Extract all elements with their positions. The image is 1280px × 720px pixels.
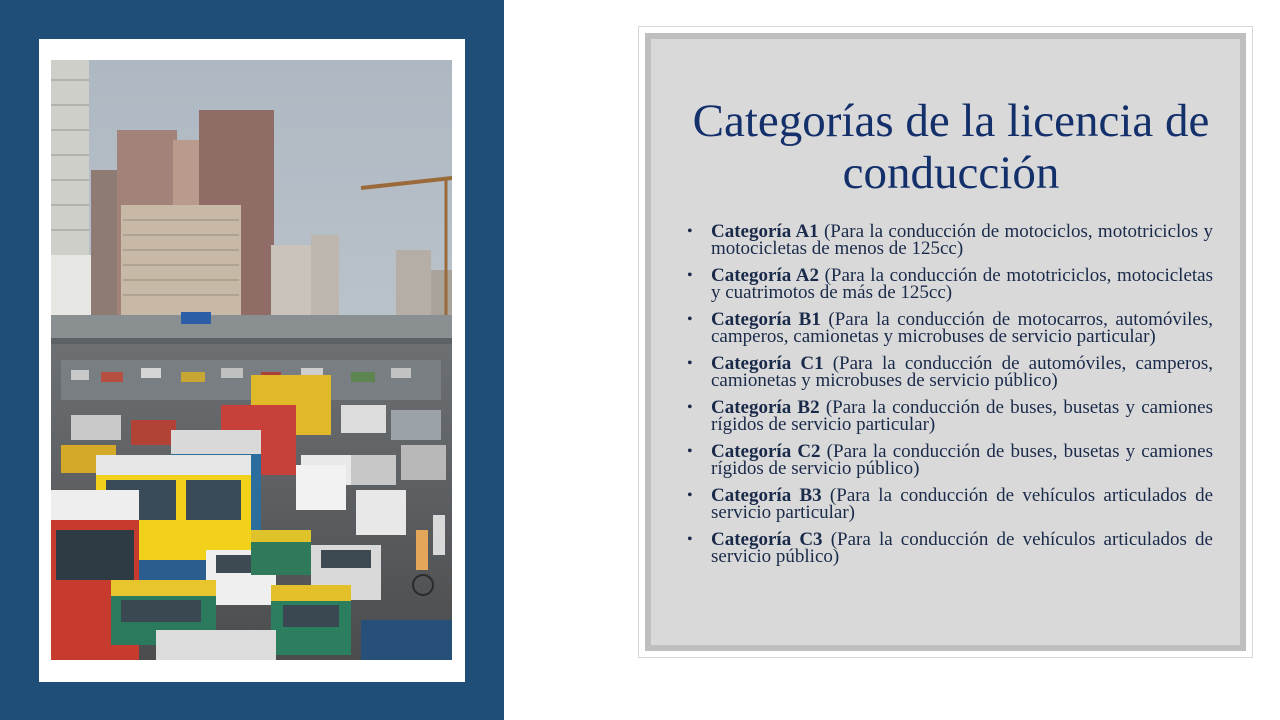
traffic-jam-image [51,60,452,660]
list-item [687,487,1213,521]
category-description: (Para la conducción de buses, busetas y camiones rígidos de servicio particular) [711,397,1213,435]
bullet-icon: • [687,355,693,372]
bullet-icon: • [687,399,693,416]
category-description: (Para la conducción de buses, busetas y camiones rígidos de servicio público) [711,441,1213,479]
bullet-icon: • [687,311,693,328]
category-label: Categoría B1 [711,309,821,330]
slide-title: Categorías de la licencia de conducción [692,95,1210,199]
category-label: Categoría A2 [711,265,819,286]
traffic-photo [51,60,452,660]
category-label: Categoría C3 [711,529,823,550]
content-card [638,26,1253,658]
category-list [687,223,1213,575]
card-body [651,39,1240,645]
list-item [687,399,1213,433]
bullet-icon: • [687,267,693,284]
category-label: Categoría B3 [711,485,822,506]
category-label: Categoría A1 [711,221,819,242]
left-decorative-panel [0,0,504,720]
list-item [687,531,1213,565]
category-label: Categoría B2 [711,397,820,418]
category-description: (Para la conducción de mototriciclos, motocicletas y cuatrimotos de más de 125cc) [711,265,1213,303]
category-description: (Para la conducción de motocarros, automóviles, camperos, camionetas y microbuses de servicio particular) [711,309,1213,347]
list-item [687,267,1213,301]
bullet-icon: • [687,443,693,460]
bullet-icon: • [687,531,693,548]
bullet-icon: • [687,223,693,240]
photo-frame [39,39,465,682]
card-border [645,33,1246,651]
category-description: (Para la conducción de motociclos, mototriciclos y motocicletas de menos de 125cc) [711,221,1213,259]
category-description: (Para la conducción de vehículos articulados de servicio particular) [711,485,1214,523]
category-description: (Para la conducción de automóviles, camperos, camionetas y microbuses de servicio público) [711,353,1213,391]
bullet-icon: • [687,487,693,504]
list-item [687,355,1213,389]
category-label: Categoría C2 [711,441,821,462]
category-label: Categoría C1 [711,353,824,374]
category-description: (Para la conducción de vehículos articulados de servicio público) [711,529,1213,567]
list-item [687,443,1213,477]
list-item [687,311,1213,345]
list-item [687,223,1213,257]
